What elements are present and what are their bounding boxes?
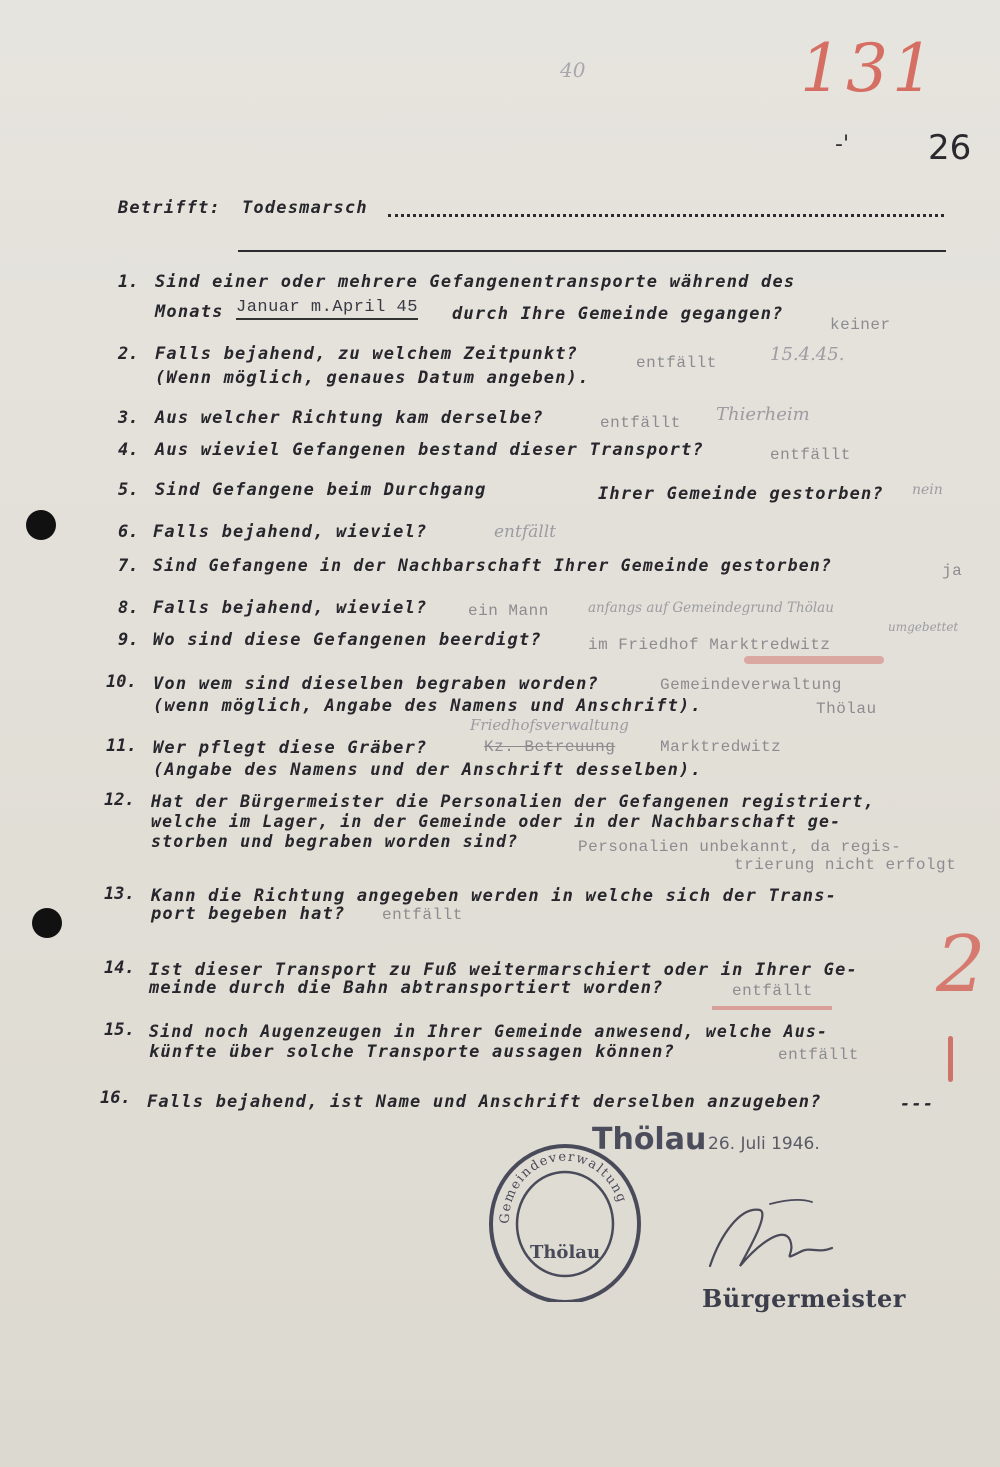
question-text: Wo sind diese Gefangenen beerdigt? bbox=[153, 630, 542, 650]
question-number: 7. bbox=[118, 556, 139, 576]
question-number: 14. bbox=[104, 958, 135, 978]
page-prefix: -' bbox=[835, 132, 849, 157]
question-text: Sind Gefangene in der Nachbarschaft Ihrer Gemeinde gestorben? bbox=[153, 556, 833, 575]
date-stamp: 26. Juli 1946. bbox=[708, 1134, 820, 1154]
pencil-number: 40 bbox=[560, 58, 586, 82]
question-number: 13. bbox=[104, 884, 135, 904]
question-number: 4. bbox=[118, 440, 139, 460]
pencil-note: umgebettet bbox=[888, 620, 959, 634]
answer: entfällt bbox=[636, 354, 717, 372]
answer: ja bbox=[942, 562, 963, 580]
answer: ein Mann bbox=[468, 602, 549, 620]
question-number: 9. bbox=[118, 630, 139, 650]
question-text: Monats bbox=[155, 302, 224, 322]
question-text: port begeben hat? bbox=[151, 904, 346, 924]
question-text: meinde durch die Bahn abtransportiert worden? bbox=[149, 978, 664, 998]
question-number: 8. bbox=[118, 598, 139, 618]
question-text: künfte über solche Transporte aussagen können? bbox=[149, 1042, 676, 1062]
municipal-seal bbox=[488, 1140, 642, 1302]
question-text: (Wenn möglich, genaues Datum angeben). bbox=[155, 368, 590, 388]
answer: Thölau bbox=[816, 700, 877, 718]
question-number: 6. bbox=[118, 522, 139, 542]
question-text: (Angabe des Namens und der Anschrift desselben). bbox=[153, 760, 702, 780]
question-text: Aus wieviel Gefangenen bestand dieser Transport? bbox=[155, 440, 704, 460]
subject-value: Todesmarsch bbox=[242, 198, 368, 218]
question-text: welche im Lager, in der Gemeinde oder in der Nachbarschaft ge- bbox=[151, 812, 842, 831]
question-text: Falls bejahend, wieviel? bbox=[153, 522, 428, 542]
question-number: 1. bbox=[118, 272, 139, 292]
answer: entfällt bbox=[732, 982, 813, 1000]
pencil-note: anfangs auf Gemeindegrund Thölau bbox=[588, 600, 834, 616]
pencil-note: nein bbox=[912, 482, 943, 498]
question-number: 3. bbox=[118, 408, 139, 428]
page-number: 26 bbox=[928, 128, 972, 168]
question-number: 11. bbox=[106, 736, 137, 756]
signature bbox=[700, 1196, 840, 1286]
question-text: Hat der Bürgermeister die Personalien der Gefangenen registriert, bbox=[151, 792, 875, 811]
filled-months: Januar m.April 45 bbox=[236, 298, 418, 320]
question-number: 15. bbox=[104, 1020, 135, 1040]
question-text: Ist dieser Transport zu Fuß weitermarschiert oder in Ihrer Ge- bbox=[149, 960, 858, 980]
question-text: Falls bejahend, zu welchem Zeitpunkt? bbox=[155, 344, 579, 364]
question-text: storben und begraben worden sind? bbox=[151, 832, 519, 851]
struck-answer: Kz. Betreuung bbox=[484, 738, 616, 756]
answer: entfällt bbox=[382, 906, 463, 924]
pencil-note: Friedhofsverwaltung bbox=[470, 716, 629, 734]
signature-title-stamp: Bürgermeister bbox=[702, 1284, 906, 1313]
pencil-note: Thierheim bbox=[716, 404, 810, 425]
question-text: Wer pflegt diese Gräber? bbox=[153, 738, 428, 758]
question-text: Falls bejahend, wieviel? bbox=[153, 598, 428, 618]
question-number: 12. bbox=[104, 790, 135, 810]
answer: entfällt bbox=[778, 1046, 859, 1064]
question-text: Sind einer oder mehrere Gefangenentransporte während des bbox=[155, 272, 796, 292]
answer: --- bbox=[900, 1094, 935, 1114]
answer: Gemeindeverwaltung bbox=[660, 676, 842, 694]
subject-label: Betrifft: bbox=[118, 198, 221, 218]
question-text: (wenn möglich, Angabe des Namens und Anschrift). bbox=[153, 696, 702, 716]
question-text: Sind Gefangene beim Durchgang bbox=[155, 480, 487, 500]
question-number: 5. bbox=[118, 480, 139, 500]
question-text: Aus welcher Richtung kam derselbe? bbox=[155, 408, 544, 428]
question-number: 16. bbox=[100, 1088, 131, 1108]
red-underline bbox=[712, 1006, 832, 1010]
red-archive-number: 131 bbox=[800, 30, 938, 107]
punch-hole bbox=[26, 510, 56, 540]
question-text: Kann die Richtung angegeben werden in welche sich der Trans- bbox=[151, 886, 838, 906]
question-text: durch Ihre Gemeinde gegangen? bbox=[452, 304, 784, 324]
pencil-note: entfällt bbox=[494, 522, 556, 542]
pencil-note: 15.4.45. bbox=[770, 344, 845, 365]
red-underline bbox=[744, 656, 884, 664]
red-margin-mark: 2 bbox=[936, 920, 986, 1010]
answer: Personalien unbekannt, da regis- bbox=[578, 838, 902, 856]
header-rule bbox=[238, 250, 946, 252]
seal-center-text: Thölau bbox=[529, 1242, 601, 1263]
red-margin-stroke bbox=[948, 1036, 953, 1082]
question-number: 10. bbox=[106, 672, 137, 692]
question-text: Ihrer Gemeinde gestorben? bbox=[598, 484, 884, 504]
answer: keiner bbox=[830, 316, 891, 334]
question-text: Von wem sind dieselben begraben worden? bbox=[153, 674, 599, 694]
answer: entfällt bbox=[770, 446, 851, 464]
punch-hole bbox=[32, 908, 62, 938]
place-stamp: Thölau bbox=[592, 1122, 707, 1157]
dotted-leader bbox=[388, 214, 944, 217]
seal-ring-text: Gemeindeverwaltung bbox=[497, 1149, 630, 1225]
answer: im Friedhof Marktredwitz bbox=[588, 636, 831, 654]
question-number: 2. bbox=[118, 344, 139, 364]
answer: entfällt bbox=[600, 414, 681, 432]
question-text: Sind noch Augenzeugen in Ihrer Gemeinde anwesend, welche Aus- bbox=[149, 1022, 829, 1041]
answer: trierung nicht erfolgt bbox=[734, 856, 957, 874]
question-text: Falls bejahend, ist Name und Anschrift derselben anzugeben? bbox=[147, 1092, 822, 1112]
answer: Marktredwitz bbox=[660, 738, 782, 756]
